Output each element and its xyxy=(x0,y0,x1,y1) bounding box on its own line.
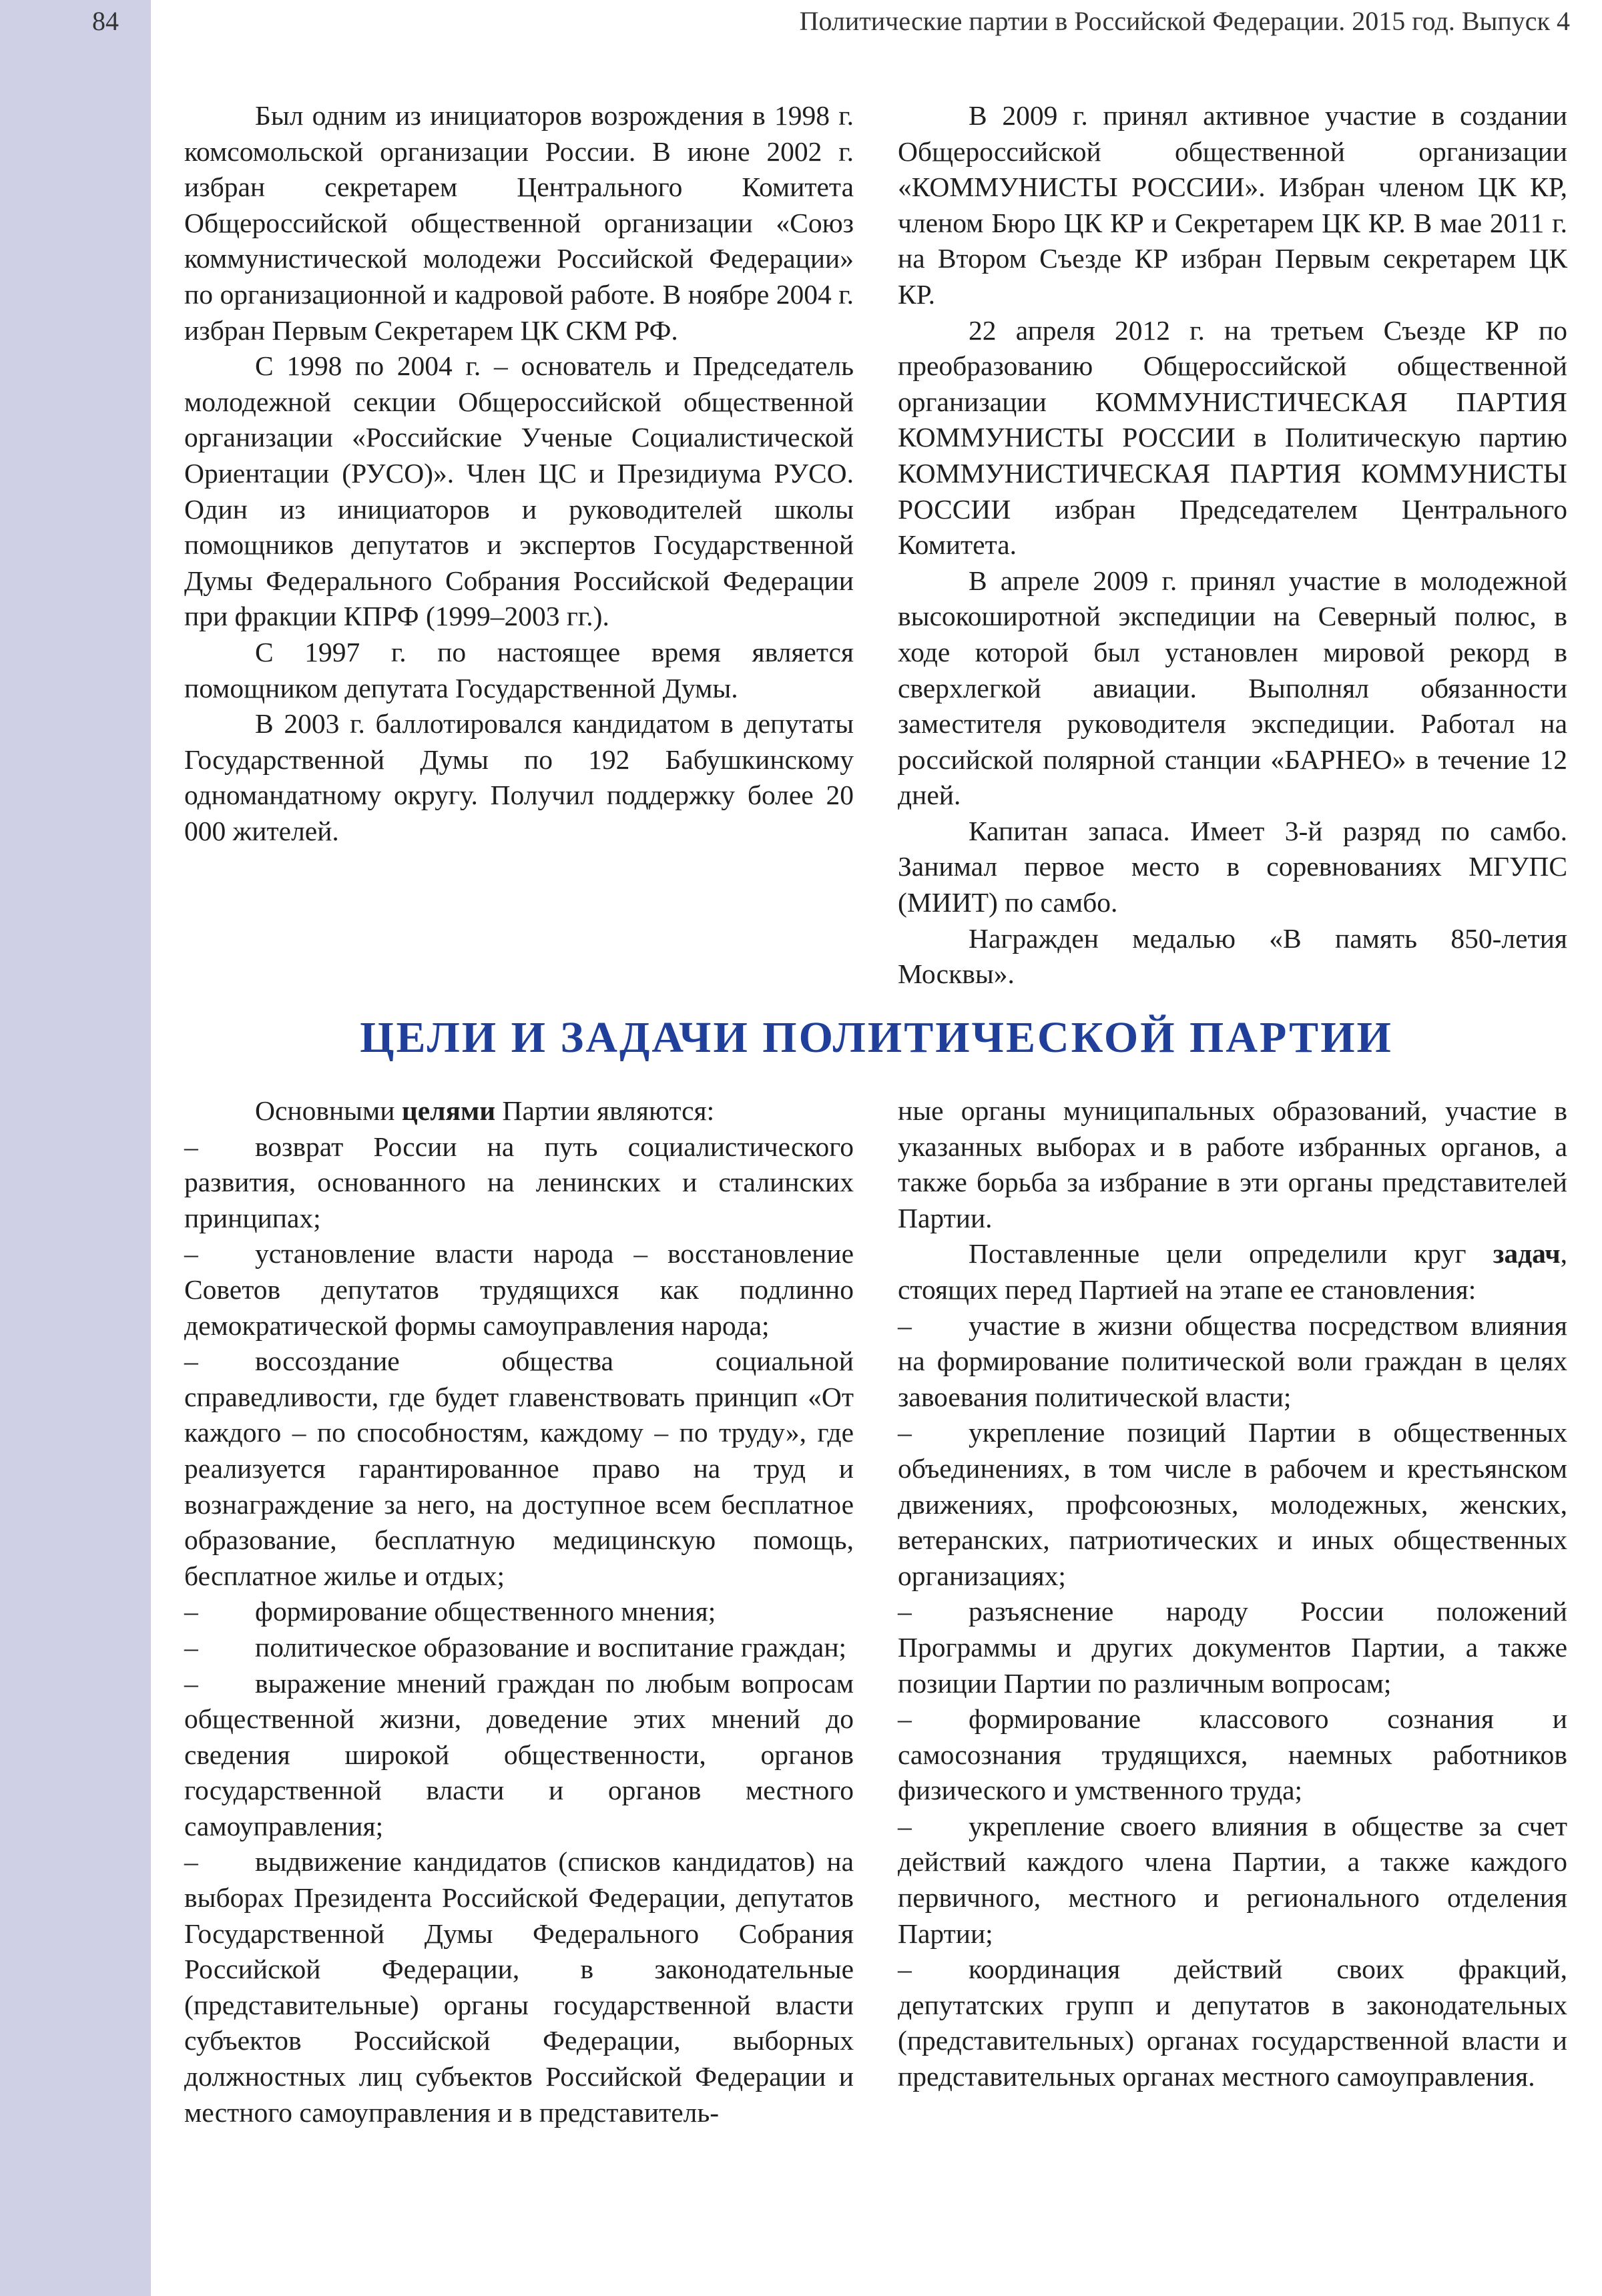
page-side-band xyxy=(0,0,151,2296)
list-item: – выражение мнений граждан по любым вопросам общественной жизни, доведение этих мнений до сведения широкой общественности, органов государственной власти и органов местного самоуправления; xyxy=(184,1667,854,1841)
paragraph: 22 апреля 2012 г. на третьем Съезде КР по преобразованию Общероссийской общественной организации КОММУНИСТИЧЕСКАЯ ПАРТИЯ КОММУНИСТЫ РОССИИ в Политическую партию КОММУНИСТИЧЕСКАЯ ПАРТИЯ КОММУНИСТЫ РОССИИ избран Председателем Центрального Комитета. xyxy=(898,314,1567,561)
section-heading: ЦЕЛИ И ЗАДАЧИ ПОЛИТИЧЕСКОЙ ПАРТИИ xyxy=(360,1013,1393,1062)
paragraph-continuation: ные органы муниципальных образований, участие в указанных выборах и в работе избранных органов, а также борьба за избрание в эти органы представителей Партии. xyxy=(898,1095,1567,1233)
paragraph: В 2009 г. принял активное участие в создании Общероссийской общественной организации «КОММУНИСТЫ РОССИИ». Избран членом ЦК КР, членом Бюро ЦК КР и Секретарем ЦК КР. В мае 2011 г. на Втором Съезде КР избран Первым секретарем ЦК КР. xyxy=(898,100,1567,310)
paragraph: С 1997 г. по настоящее время является помощником депутата Государственной Думы. xyxy=(184,636,854,703)
list-item: – установление власти народа – восстановление Советов депутатов трудящихся как подлинно демократической формы самоуправления народа; xyxy=(184,1238,854,1341)
tasks-intro: Поставленные цели определили круг задач, стоящих перед Партией на этапе ее становления: xyxy=(898,1238,1567,1305)
goals-right-column xyxy=(898,1093,1567,2095)
goals-intro: Основными целями Партии являются: xyxy=(255,1095,715,1126)
goals-left-column xyxy=(184,1093,854,2130)
paragraph: Был одним из инициаторов возрождения в 1998 г. комсомольской организации России. В июне 2002 г. избран секретарем Центрального Комитета Общероссийской общественной организации «Союз коммунистической молодежи Российской Федерации» по организационной и кадровой работе. В ноябре 2004 г. избран Первым Секретарем ЦК СКМ РФ. xyxy=(184,100,854,346)
list-item: – возврат России на путь социалистического развития, основанного на ленинских и сталинских принципах; xyxy=(184,1131,854,1233)
biography-right-column xyxy=(898,98,1567,992)
running-header-title: Политические партии в Российской Федерации. 2015 год. Выпуск 4 xyxy=(799,6,1570,36)
list-item: – укрепление позиций Партии в общественных объединениях, в том числе в рабочем и крестьянском движениях, профсоюзных, молодежных, женских, ветеранских, патриотических и иных общественных организациях; xyxy=(898,1417,1567,1591)
paragraph: В апреле 2009 г. принял участие в молодежной высокоширотной экспедиции на Северный полюс, в ходе которой был установлен мировой рекорд в сверхлегкой авиации. Выполнял обязанности заместителя руководителя экспедиции. Работал на российской полярной станции «БАРНЕО» в течение 12 дней. xyxy=(898,565,1567,811)
list-item: – воссоздание общества социальной справедливости, где будет главенствовать принцип «От каждого – по способностям, каждому – по труду», где реализуется гарантированное право на труд и вознаграждение за него, на доступное всем бесплатное образование, бесплатную медицинскую помощь, бесплатное жилье и отдых; xyxy=(184,1346,854,1591)
list-item: – политическое образование и воспитание граждан; xyxy=(184,1631,847,1663)
page-number: 84 xyxy=(92,6,119,36)
list-item: – выдвижение кандидатов (списков кандидатов) на выборах Президента Российской Федерации, депутатов Государственной Думы Федерального Собрания Российской Федерации, в законодательные (представительные) органы государственной власти субъектов Российской Федерации, выборных должностных лиц субъектов Российской Федерации и местного самоуправления и в представитель- xyxy=(184,1846,854,2128)
biography-left-column xyxy=(184,98,854,849)
paragraph: Капитан запаса. Имеет 3-й разряд по самбо. Занимал первое место в соревнованиях МГУПС (МИИТ) по самбо. xyxy=(898,815,1567,918)
list-item: – разъяснение народу России положений Программы и других документов Партии, а также позиции Партии по различным вопросам; xyxy=(898,1596,1567,1699)
paragraph: В 2003 г. баллотировался кандидатом в депутаты Государственной Думы по 192 Бабушкинскому одномандатному округу. Получил поддержку более 20 000 жителей. xyxy=(184,708,854,846)
list-item: – формирование общественного мнения; xyxy=(184,1596,716,1627)
list-item: – участие в жизни общества посредством влияния на формирование политической воли граждан в целях завоевания политической власти; xyxy=(898,1310,1567,1412)
paragraph: Награжден медалью «В память 850-летия Москвы». xyxy=(898,922,1567,990)
list-item: – формирование классового сознания и самосознания трудящихся, наемных работников физического и умственного труда; xyxy=(898,1703,1567,1806)
paragraph: С 1998 по 2004 г. – основатель и Председатель молодежной секции Общероссийской общественной организации «Российские Ученые Социалистической Ориентации (РУСО)». Член ЦС и Президиума РУСО. Один из инициаторов и руководителей школы помощников депутатов и экспертов Государственной Думы Федерального Собрания Российской Федерации при фракции КПРФ (1999–2003 гг.). xyxy=(184,350,854,632)
list-item: – укрепление своего влияния в обществе за счет действий каждого члена Партии, а также каждого первичного, местного и регионального отделения Партии; xyxy=(898,1810,1567,1949)
goals-keyword: целями xyxy=(401,1095,496,1126)
list-item: – координация действий своих фракций, депутатских групп и депутатов в законодательных (представительных) органах государственной власти и представительных органах местного самоуправления. xyxy=(898,1954,1567,2092)
tasks-keyword: задач xyxy=(1493,1238,1561,1269)
